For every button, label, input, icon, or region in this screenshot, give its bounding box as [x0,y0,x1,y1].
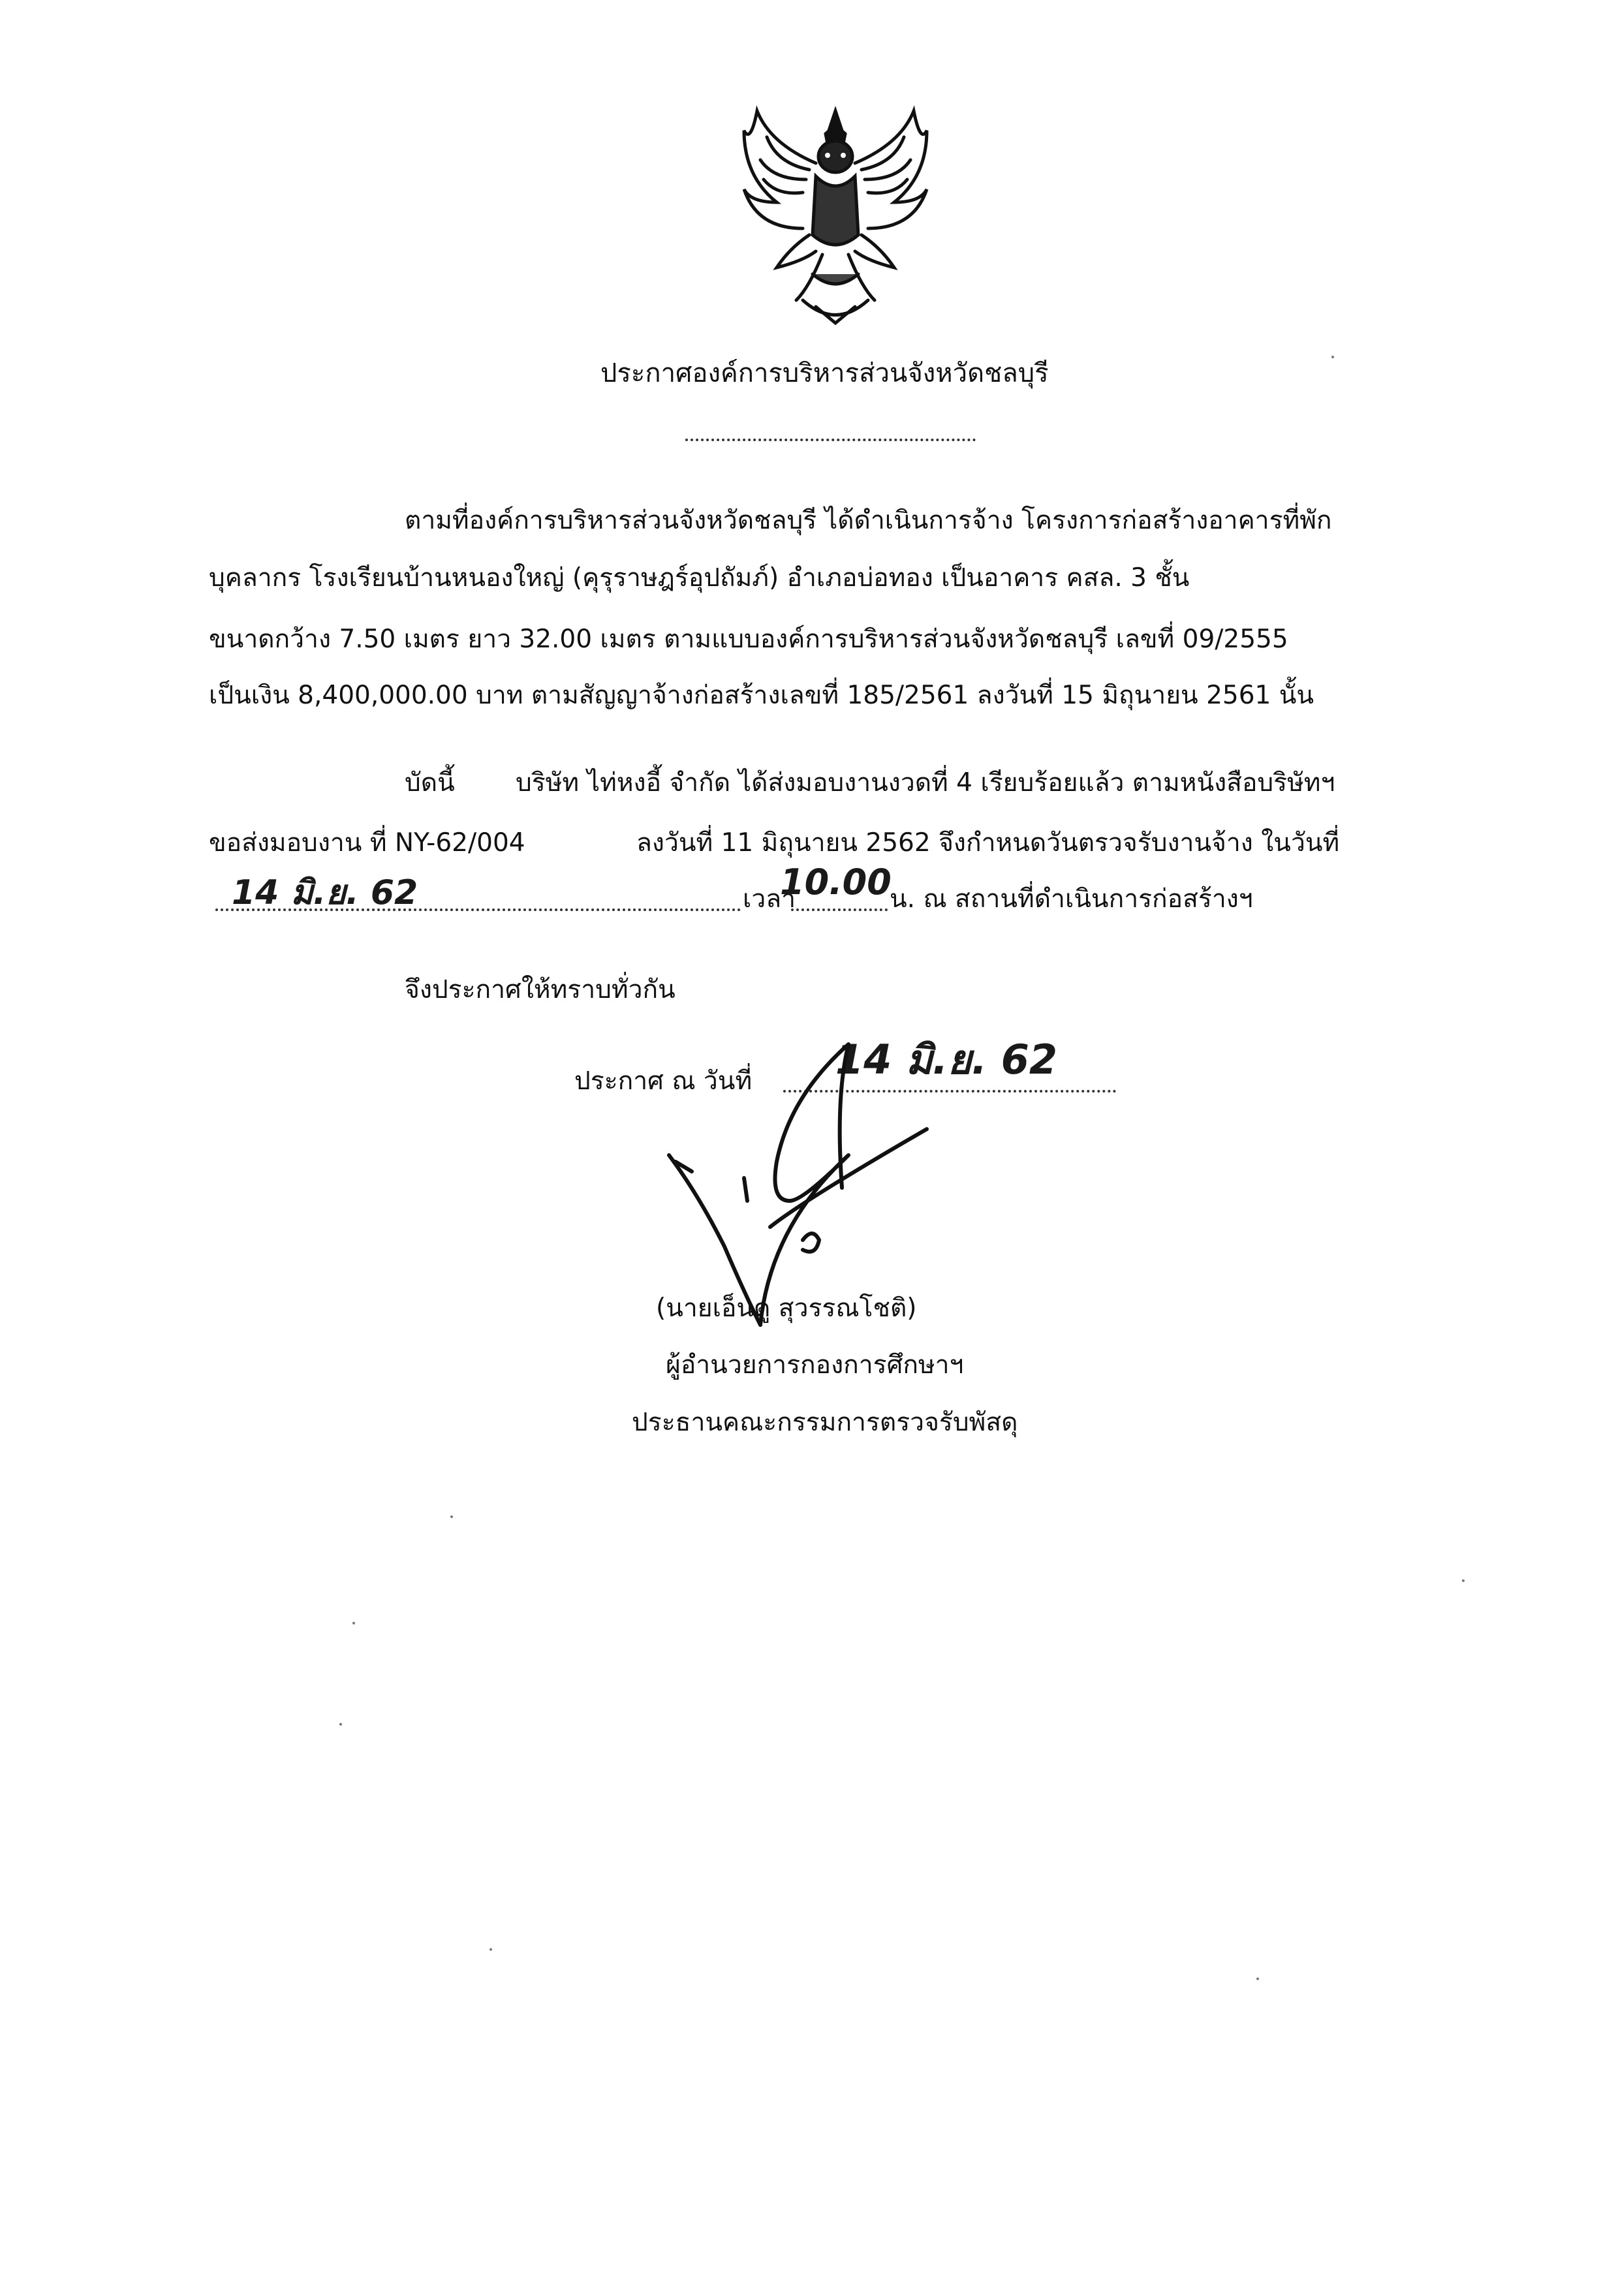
handwritten-announce-date: 14 มิ.ย. 62 [835,1036,1058,1083]
para1-line2: บุคลากร โรงเรียนบ้านหนองใหญ่ (คุรุราษฎร์อุปถัมภ์) อำเภอบ่อทอง เป็นอาคาร คสล. 3 ชั้น [209,563,1190,593]
para2-line1: บริษัท ไท่หงอี้ จำกัด ได้ส่งมอบงานงวดที่ 4 เรียบร้อยแล้ว ตามหนังสือบริษัทฯ [516,768,1335,798]
scan-speck [489,1948,492,1951]
para1-line3: ขนาดกว้าง 7.50 เมตร ยาว 32.00 เมตร ตามแบบองค์การบริหารส่วนจังหวัดชลบุรี เลขที่ 09/2555 [209,625,1288,654]
scan-speck [1256,1978,1259,1980]
scan-speck [1462,1579,1465,1582]
scan-speck [352,1622,355,1624]
document-title: ประกาศองค์การบริหารส่วนจังหวัดชลบุรี [600,358,1049,388]
para2-now-label: บัดนี้ [405,768,455,798]
para1-line1: ตามที่องค์การบริหารส่วนจังหวัดชลบุรี ได้ดำเนินการจ้าง โครงการก่อสร้างอาคารที่พัก [405,506,1332,535]
para2-line2: ลงวันที่ 11 มิถุนายน 2562 จึงกำหนดวันตรวจรับงานจ้าง ในวันที่ [636,828,1340,858]
inspection-date-dots [215,908,741,911]
scan-speck [1331,356,1334,358]
inspection-time-dots [791,908,888,911]
signatory-position-2: ประธานคณะกรรมการตรวจรับพัสดุ [632,1408,1018,1437]
handwritten-inspection-date: 14 มิ.ย. 62 [232,873,418,912]
para1-line4: เป็นเงิน 8,400,000.00 บาท ตามสัญญาจ้างก่อสร้างเลขที่ 185/2561 ลงวันที่ 15 มิถุนายน 2561 นั้น [209,681,1314,710]
title-rule [685,439,976,441]
scan-speck [339,1723,342,1726]
announce-date-label: ประกาศ ณ วันที่ [574,1066,753,1096]
signatory-position-1: ผู้อำนวยการกองการศึกษาฯ [666,1350,964,1380]
garuda-emblem-icon [731,104,940,330]
closing-text: จึงประกาศให้ทราบทั่วกัน [405,975,676,1004]
handwritten-inspection-time: 10.00 [780,861,892,903]
time-label: เวลา [743,884,796,914]
signatory-name: (นายเอ็นดู สุวรรณโชติ) [656,1294,917,1323]
para2-delivery-ref: ขอส่งมอบงาน ที่ NY-62/004 [209,828,525,858]
para2-line3-end: น. ณ สถานที่ดำเนินการก่อสร้างฯ [890,884,1253,914]
scan-speck [450,1515,453,1518]
